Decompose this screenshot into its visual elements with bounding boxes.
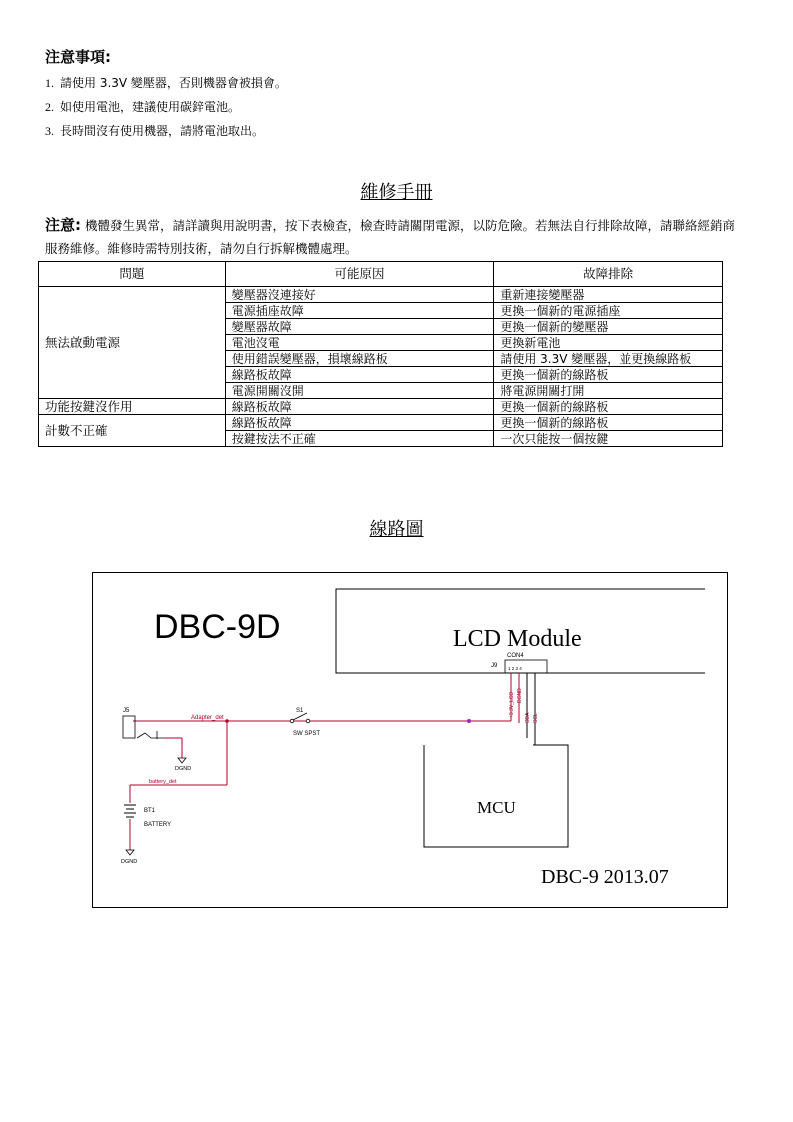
cause-cell: 變壓器故障 [225,319,494,335]
circuit-title: 線路圖 [369,519,424,540]
fix-cell: 更換新電池 [494,335,723,351]
troubleshooting-table [38,261,723,447]
cause-cell: 線路板故障 [225,399,494,415]
pin-gnd-label: DGND [517,688,523,703]
manual-title: 維修手冊 [360,182,433,203]
fix-cell: 更換一個新的線路板 [494,367,723,383]
pin-sda-label: SDA [525,712,531,723]
cause-cell: 使用錯誤變壓器，損壞線路板 [225,351,494,367]
header-fix: 故障排除 [494,262,723,287]
con-label: CON4 [507,653,524,659]
fix-cell: 一次只能按一個按鍵 [494,431,723,447]
pins-label: 1 2 3 4 [508,666,522,671]
manual-lead: 注意: [45,216,81,234]
table-row [39,415,723,431]
table-row [39,399,723,415]
note-item: 1. 請使用 3.3V 變壓器，否則機器會被損會。 [45,76,287,90]
note-item: 2. 如使用電池，建議使用碳鋅電池。 [45,100,241,114]
battery-label: BATTERY [144,822,172,828]
problem-cell: 計數不正確 [39,415,226,447]
note-item: 3. 長時間沒有使用機器，請將電池取出。 [45,124,265,138]
cause-cell: 電源開關沒開 [225,383,494,399]
dgnd-label-2: DGND [121,859,138,865]
junction-dot [467,719,471,723]
ground-symbol [178,758,186,763]
switch-label: SW SPST [293,731,321,737]
pin-vcc-label: +3.3V_LCD [509,692,515,718]
switch-lever [293,713,307,720]
problem-cell: 無法啟動電源 [39,287,226,399]
lcd-module-label: LCD Module [453,626,582,652]
pin-scl-label: SCL [533,713,539,723]
fix-cell: 重新連接變壓器 [494,287,723,303]
cause-cell: 線路板故障 [225,367,494,383]
switch-contact [306,719,310,723]
dgnd-label: DGND [175,766,192,772]
header-cause: 可能原因 [225,262,494,287]
header-problem: 問題 [39,262,226,287]
cause-cell: 變壓器沒連接好 [225,287,494,303]
cause-cell: 電池沒電 [225,335,494,351]
fix-cell: 將電源開關打開 [494,383,723,399]
s1-label: S1 [296,708,304,714]
j5-contact [137,733,165,738]
footer-label: DBC-9 2013.07 [541,866,669,888]
table-header-row [39,262,723,287]
cause-cell: 按鍵按法不正確 [225,431,494,447]
manual-intro [45,214,745,260]
circuit-svg [93,573,729,909]
notes-title: 注意事項: [45,48,111,66]
fix-cell: 更換一個新的線路板 [494,399,723,415]
model-label: DBC-9D [154,608,281,646]
mcu-box [424,745,568,847]
battery-det-label: battery_det [149,779,177,785]
j5-label: J5 [123,708,130,714]
circuit-diagram [92,572,728,908]
ground-symbol [126,850,134,855]
problem-cell: 功能按鍵沒作用 [39,399,226,415]
fix-cell: 更換一個新的線路板 [494,415,723,431]
adapter-det-label: Adapter_det [191,715,224,721]
fix-cell: 請使用 3.3V 變壓器，並更換線路板 [494,351,723,367]
fix-cell: 更換一個新的變壓器 [494,319,723,335]
j9-label: J9 [491,663,498,669]
cause-cell: 電源插座故障 [225,303,494,319]
bt1-label: BT1 [144,808,156,814]
table-row [39,287,723,303]
mcu-label: MCU [477,798,516,817]
cause-cell: 線路板故障 [225,415,494,431]
j5-jack [123,716,135,738]
fix-cell: 更換一個新的電源插座 [494,303,723,319]
manual-text: 機體發生異常，請詳讀與用說明書，按下表檢查，檢查時請關閉電源，以防危險。若無法自行排除故障，請聯絡經銷商服務維修。維修時需特別技術，請勿自行拆解機體處理。 [45,218,735,256]
